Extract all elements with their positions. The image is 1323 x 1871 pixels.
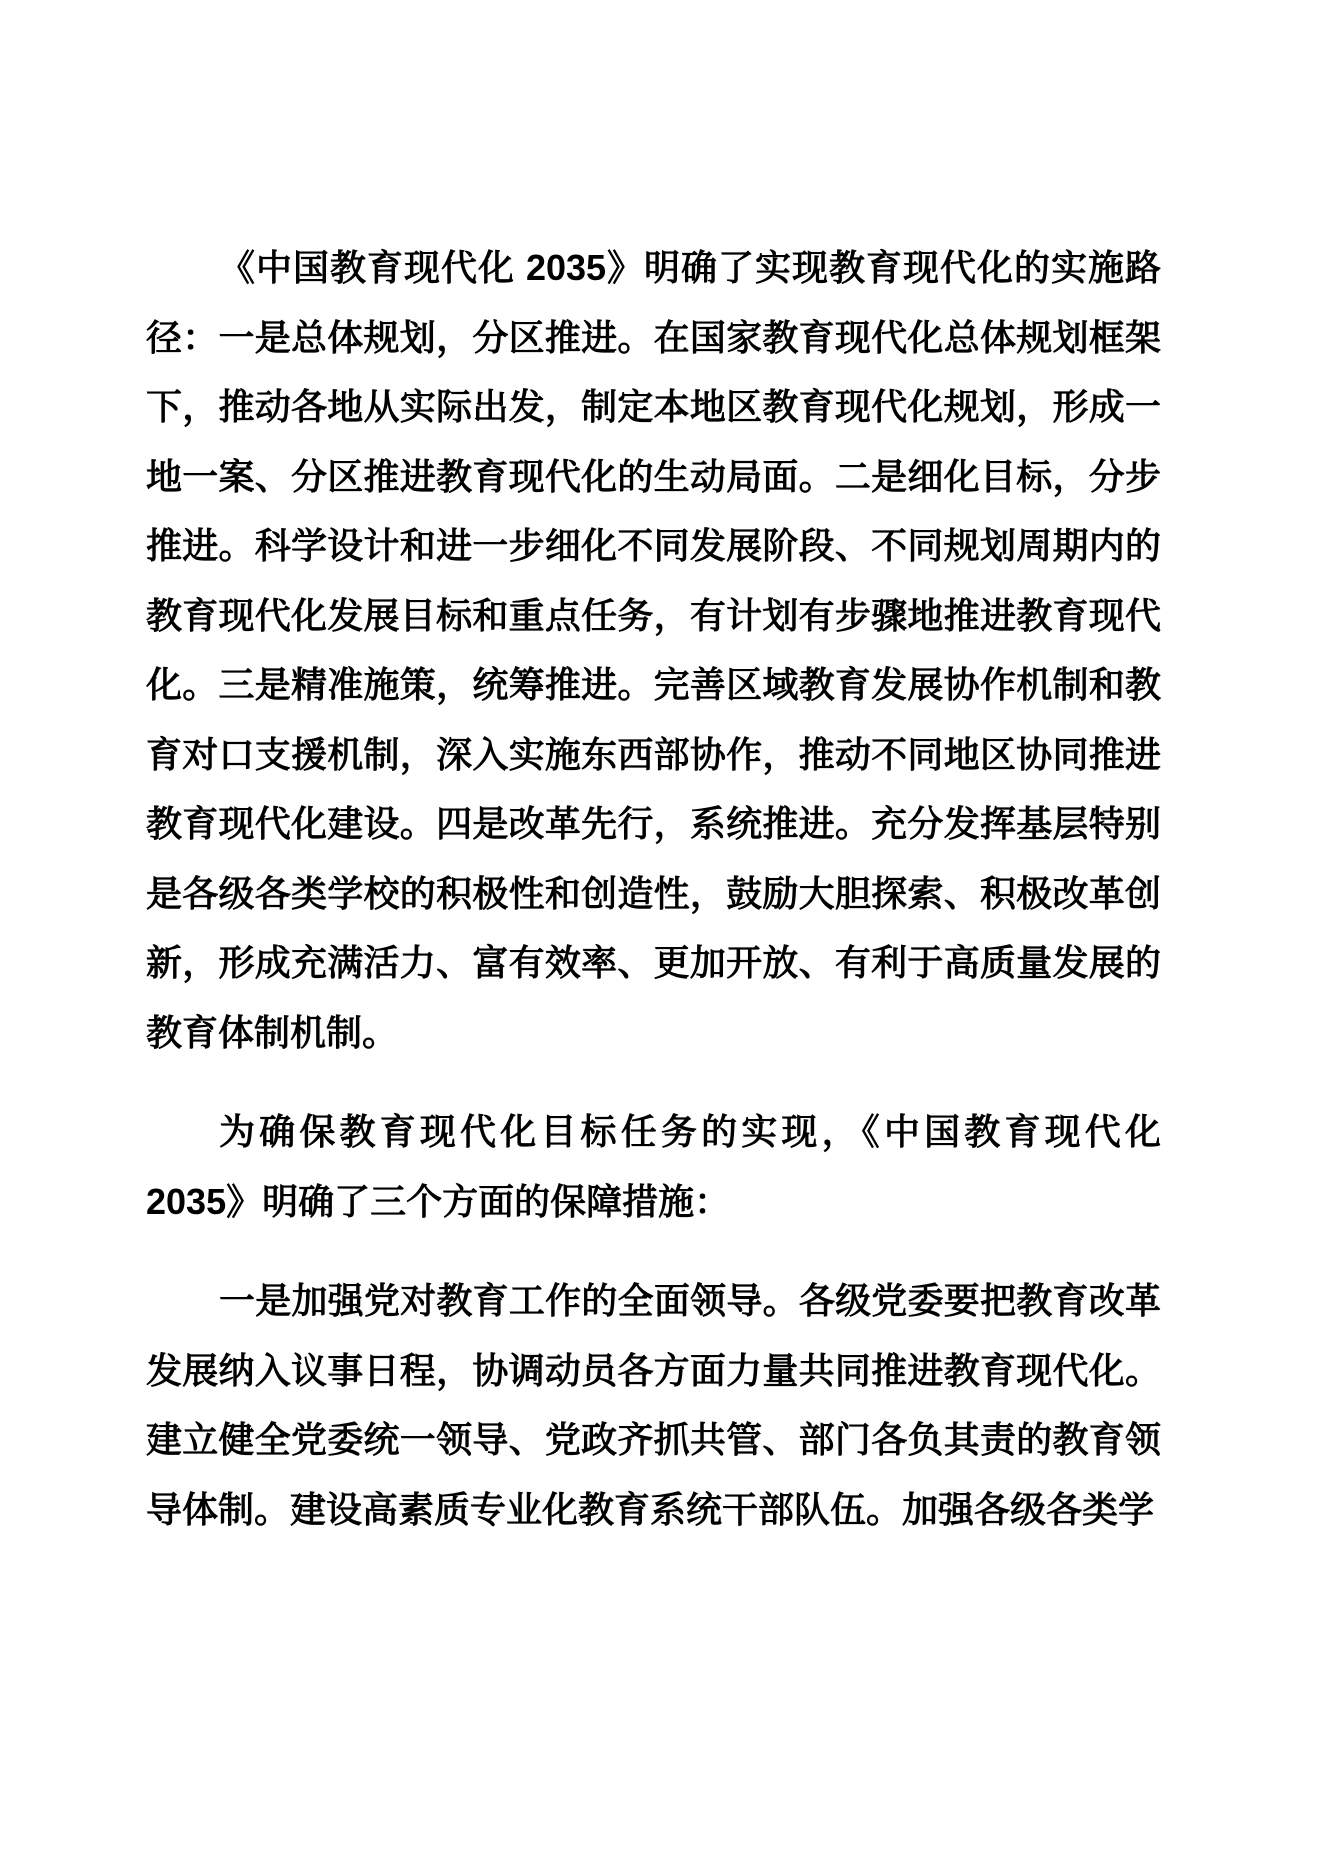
paragraph-party-leadership [146, 1266, 1161, 1544]
text-line: 建立健全党委统一领导、党政齐抓共管、部门各负其责的教育领 [146, 1419, 1161, 1460]
text-line: 《中国教育现代化 2035》明确了实现教育现代化的实施路 [219, 247, 1161, 288]
text-line: 推进。科学设计和进一步细化不同发展阶段、不同规划周期内的 [146, 525, 1161, 566]
text-line: 地一案、分区推进教育现代化的生动局面。二是细化目标，分步 [146, 455, 1161, 497]
text-line: 育对口支援机制，深入实施东西部协作，推动不同地区协同推进 [146, 733, 1161, 775]
text-line: 导体制。建设高素质专业化教育系统干部队伍。加强各级各类学 [146, 1488, 1155, 1530]
text-line: 教育现代化发展目标和重点任务，有计划有步骤地推进教育现代 [146, 594, 1161, 636]
text-line: 径：一是总体规划，分区推进。在国家教育现代化总体规划框架 [146, 316, 1161, 358]
paragraph-safeguard-intro [146, 1097, 1161, 1236]
text-line: 教育体制机制。 [146, 1011, 399, 1053]
text-line: 化。三是精准施策，统筹推进。完善区域教育发展协作机制和教 [146, 664, 1161, 705]
text-line: 2035》明确了三个方面的保障措施： [146, 1180, 731, 1222]
text-line: 为确保教育现代化目标任务的实现，《中国教育现代化 [219, 1111, 1161, 1152]
paragraph-implementation-path [146, 233, 1161, 1067]
text-line: 下，推动各地从实际出发，制定本地区教育现代化规划，形成一 [146, 386, 1161, 427]
text-line: 发展纳入议事日程，协调动员各方面力量共同推进教育现代化。 [146, 1349, 1161, 1391]
text-line: 新，形成充满活力、富有效率、更加开放、有利于高质量发展的 [146, 942, 1161, 983]
document-content [146, 233, 1161, 1544]
text-line: 一是加强党对教育工作的全面领导。各级党委要把教育改革 [219, 1280, 1161, 1321]
text-line: 是各级各类学校的积极性和创造性，鼓励大胆探索、积极改革创 [146, 872, 1161, 914]
text-line: 教育现代化建设。四是改革先行，系统推进。充分发挥基层特别 [146, 803, 1161, 844]
